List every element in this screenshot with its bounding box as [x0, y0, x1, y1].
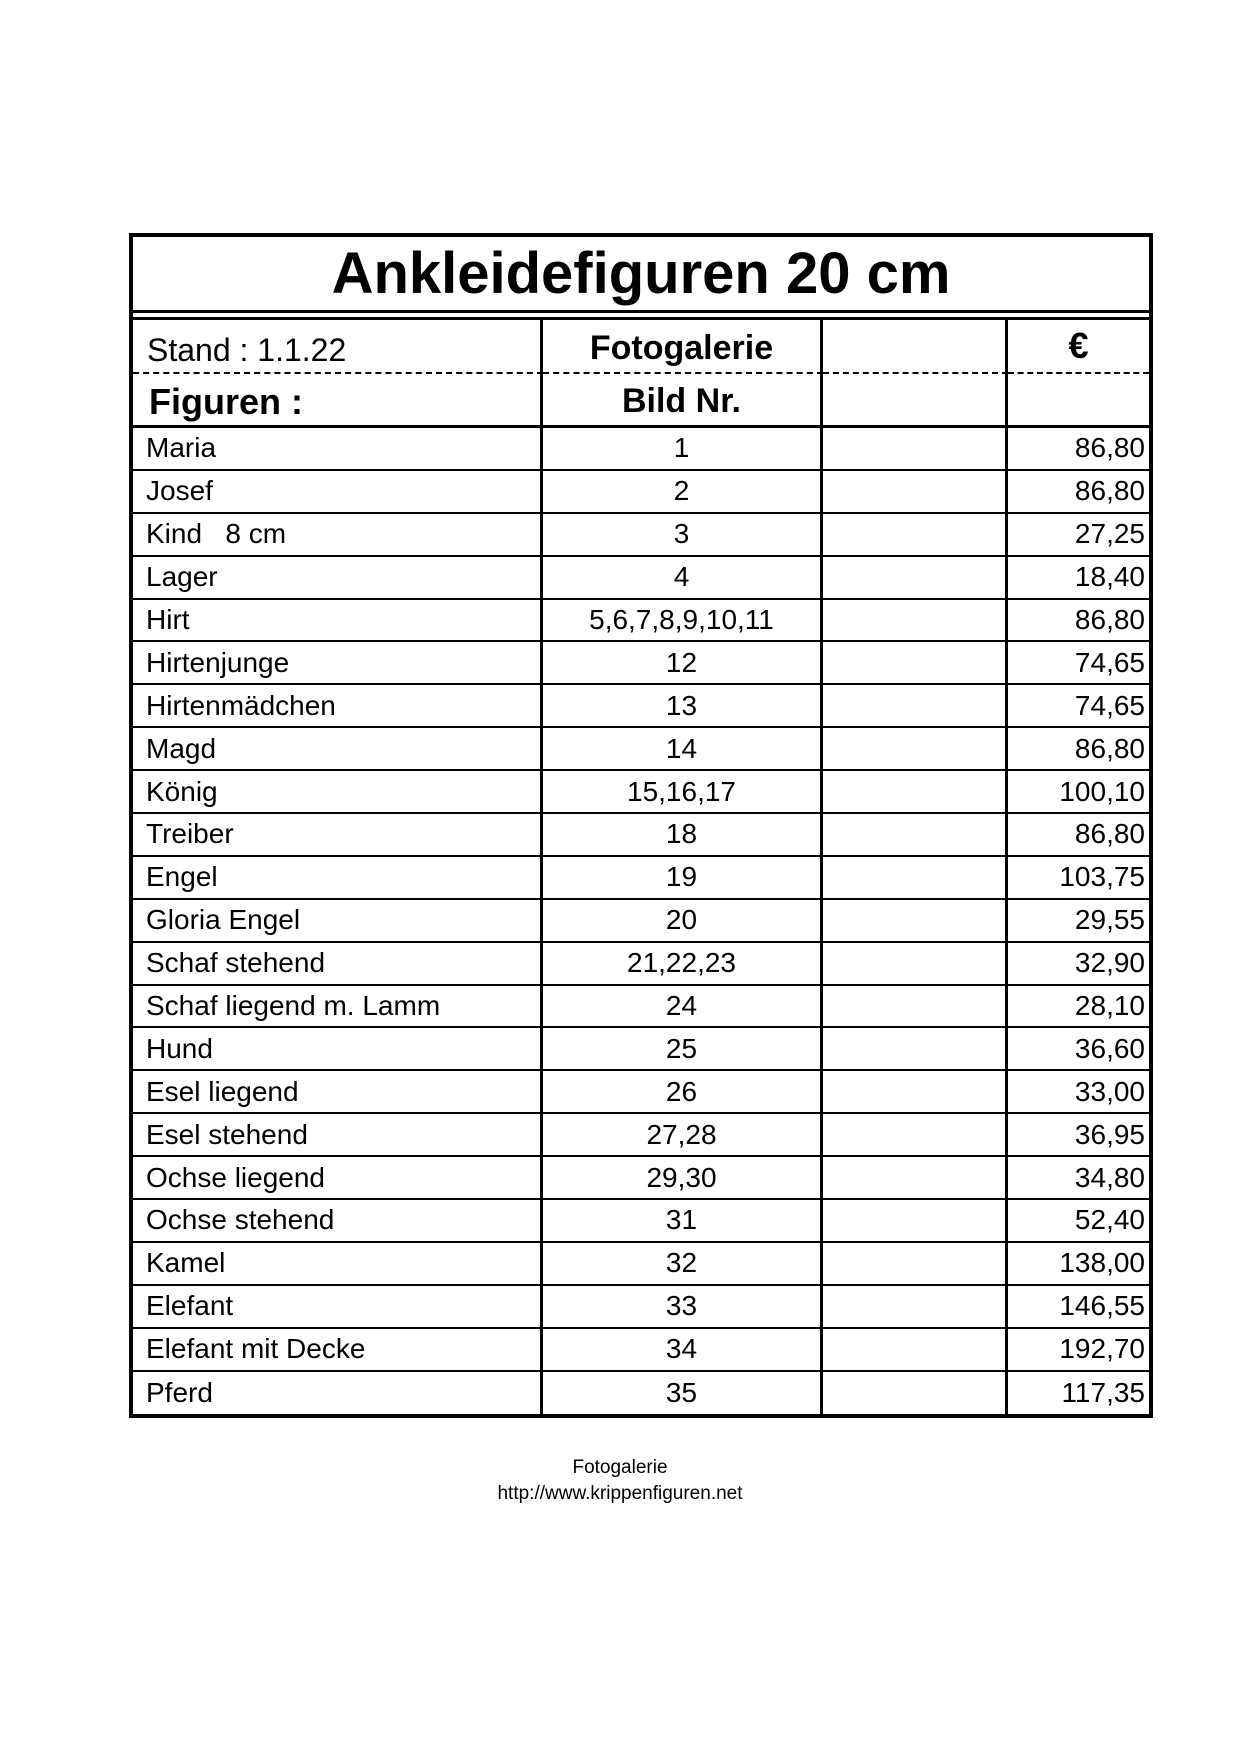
- figure-name: Schaf stehend: [133, 943, 543, 986]
- empty-header-cell: [823, 320, 1008, 374]
- price: 86,80: [1008, 428, 1149, 471]
- bild-number: 4: [543, 557, 823, 600]
- figure-name: König: [133, 771, 543, 814]
- figure-name: Elefant mit Decke: [133, 1329, 543, 1372]
- empty-cell: [823, 1243, 1008, 1286]
- figure-name: Hund: [133, 1028, 543, 1071]
- price: 36,60: [1008, 1028, 1149, 1071]
- table-row: [133, 1286, 1149, 1329]
- title-double-rule: [133, 313, 1149, 320]
- empty-cell: [823, 943, 1008, 986]
- empty-cell: [823, 642, 1008, 685]
- figure-name: Ochse liegend: [133, 1157, 543, 1200]
- table-row: [133, 943, 1149, 986]
- price: 138,00: [1008, 1243, 1149, 1286]
- figure-name: Engel: [133, 857, 543, 900]
- bild-number: 12: [543, 642, 823, 685]
- table-row: [133, 1114, 1149, 1157]
- table-row: [133, 1071, 1149, 1114]
- stand-date: Stand : 1.1.22: [133, 320, 543, 374]
- price: 52,40: [1008, 1200, 1149, 1243]
- empty-cell: [823, 600, 1008, 643]
- figure-name: Esel liegend: [133, 1071, 543, 1114]
- bild-number: 35: [543, 1372, 823, 1415]
- bild-number: 15,16,17: [543, 771, 823, 814]
- figure-name: Josef: [133, 471, 543, 514]
- empty-cell: [823, 428, 1008, 471]
- figure-name: Schaf liegend m. Lamm: [133, 986, 543, 1029]
- bild-number: 29,30: [543, 1157, 823, 1200]
- empty-cell: [823, 557, 1008, 600]
- table-row: [133, 557, 1149, 600]
- euro-header: €: [1008, 320, 1149, 374]
- empty-cell: [823, 986, 1008, 1029]
- price: 192,70: [1008, 1329, 1149, 1372]
- table-row: [133, 685, 1149, 728]
- bild-number: 24: [543, 986, 823, 1029]
- bild-number: 25: [543, 1028, 823, 1071]
- table-row: [133, 814, 1149, 857]
- bild-number: 13: [543, 685, 823, 728]
- empty-cell: [823, 771, 1008, 814]
- empty-cell: [823, 1157, 1008, 1200]
- bild-number: 20: [543, 900, 823, 943]
- table-row: [133, 471, 1149, 514]
- bild-number: 1: [543, 428, 823, 471]
- price: 117,35: [1061, 1377, 1145, 1409]
- price: 74,65: [1008, 642, 1149, 685]
- empty-cell: [823, 900, 1008, 943]
- table-row: [133, 1028, 1149, 1071]
- figure-name: Hirt: [133, 600, 543, 643]
- price: 28,10: [1008, 986, 1149, 1029]
- empty-cell: [823, 1114, 1008, 1157]
- empty-cell: [823, 814, 1008, 857]
- header-row-top: [133, 320, 1149, 374]
- table-row: [133, 857, 1149, 900]
- table-row: [133, 642, 1149, 685]
- price: 33,00: [1008, 1071, 1149, 1114]
- table-row: [133, 1157, 1149, 1200]
- empty-cell: [823, 1372, 1008, 1415]
- table-row: [133, 728, 1149, 771]
- table-row: [133, 771, 1149, 814]
- bild-number: 18: [543, 814, 823, 857]
- price: 146,55: [1008, 1286, 1149, 1329]
- table-row: [133, 428, 1149, 471]
- figure-name: Lager: [133, 557, 543, 600]
- figure-name: Hirtenjunge: [133, 642, 543, 685]
- table-row: [133, 1329, 1149, 1372]
- empty-cell: [823, 1028, 1008, 1071]
- bild-number: 21,22,23: [543, 943, 823, 986]
- price: 36,95: [1008, 1114, 1149, 1157]
- price: 86,80: [1008, 814, 1149, 857]
- price: 18,40: [1008, 557, 1149, 600]
- figure-name: Maria: [133, 428, 543, 471]
- figure-name: Pferd: [133, 1372, 543, 1415]
- empty-cell: [823, 1071, 1008, 1114]
- empty-cell: [823, 514, 1008, 557]
- page-title: Ankleidefiguren 20 cm: [331, 241, 951, 306]
- bild-number: 14: [543, 728, 823, 771]
- figure-name: Treiber: [133, 814, 543, 857]
- table-row: [133, 514, 1149, 557]
- empty-cell: [823, 471, 1008, 514]
- bild-number: 26: [543, 1071, 823, 1114]
- price: 86,80: [1008, 471, 1149, 514]
- price: 74,65: [1008, 685, 1149, 728]
- footer-fotogalerie: Fotogalerie: [572, 1457, 668, 1478]
- table-row: [133, 900, 1149, 943]
- empty-header-cell: [823, 374, 1008, 428]
- bild-number: 31: [543, 1200, 823, 1243]
- price: 103,75: [1008, 857, 1149, 900]
- bild-nr-header: Bild Nr.: [543, 374, 823, 428]
- table-row: [133, 1243, 1149, 1286]
- empty-cell: [823, 728, 1008, 771]
- bild-number: 32: [543, 1243, 823, 1286]
- table-body: [133, 428, 1149, 1414]
- figure-name: Esel stehend: [133, 1114, 543, 1157]
- bild-number: 33: [543, 1286, 823, 1329]
- empty-header-cell: [1008, 374, 1149, 428]
- table-row: [133, 600, 1149, 643]
- figure-name: Hirtenmädchen: [133, 685, 543, 728]
- empty-cell: [823, 1286, 1008, 1329]
- price: 27,25: [1008, 514, 1149, 557]
- bild-number: 3: [543, 514, 823, 557]
- price: 86,80: [1008, 728, 1149, 771]
- table-row: [133, 986, 1149, 1029]
- empty-cell: [823, 1200, 1008, 1243]
- footer: [0, 1455, 1240, 1507]
- figure-name: Kind 8 cm: [133, 514, 543, 557]
- bild-number: 2: [543, 471, 823, 514]
- figure-name: Kamel: [133, 1243, 543, 1286]
- figure-name: Gloria Engel: [133, 900, 543, 943]
- bild-number: 5,6,7,8,9,10,11: [543, 600, 823, 643]
- price: 86,80: [1008, 600, 1149, 643]
- header-row-bottom: [133, 374, 1149, 428]
- price: 100,10: [1008, 771, 1149, 814]
- bild-number: 27,28: [543, 1114, 823, 1157]
- price: 34,80: [1008, 1157, 1149, 1200]
- title-row: [133, 237, 1149, 313]
- empty-cell: [823, 857, 1008, 900]
- figure-name: Ochse stehend: [133, 1200, 543, 1243]
- empty-cell: [823, 1329, 1008, 1372]
- figure-name: Elefant: [133, 1286, 543, 1329]
- bild-number: 34: [543, 1329, 823, 1372]
- price: 29,55: [1008, 900, 1149, 943]
- price: 32,90: [1008, 943, 1149, 986]
- figuren-header: Figuren :: [133, 374, 543, 428]
- price-list-table: [129, 233, 1153, 1418]
- figure-name: Magd: [133, 728, 543, 771]
- table-row: [133, 1372, 1149, 1415]
- bild-number: 19: [543, 857, 823, 900]
- fotogalerie-header: Fotogalerie: [543, 320, 823, 374]
- table-row: [133, 1200, 1149, 1243]
- footer-url: http://www.krippenfiguren.net: [497, 1483, 743, 1504]
- empty-cell: [823, 685, 1008, 728]
